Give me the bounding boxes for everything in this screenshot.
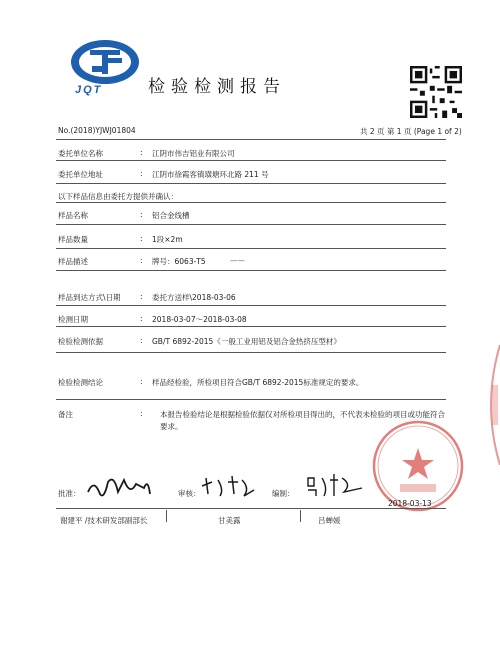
colon: : [140, 234, 143, 243]
header-divider [56, 139, 446, 140]
compiler-name: 吕蝉媛 [318, 516, 341, 525]
approver-label: 批准： [58, 489, 81, 498]
compiler-label: 编制： [272, 489, 295, 498]
document-number: No.(2018)YJWJ01804 [58, 126, 136, 135]
sample-quantity-value: 1段×2m [152, 235, 183, 244]
client-address-value: 江阴市徐霞客镇璜塘环北路 211 号 [152, 170, 269, 179]
colon: : [140, 377, 143, 386]
sample-name-value: 铝合金线槽 [152, 211, 190, 220]
sample-description-label: 样品描述 [58, 257, 88, 266]
client-address-label: 委托单位地址 [58, 170, 103, 179]
remarks-label: 备注 [58, 410, 73, 419]
row-divider [56, 224, 446, 225]
signature-divider [56, 508, 446, 509]
arrival-label: 样品到达方式\日期 [58, 293, 121, 302]
colon: : [140, 409, 143, 418]
client-name-value: 江阴市伟吉铝业有限公司 [152, 149, 235, 158]
test-date-label: 检测日期 [58, 315, 88, 324]
row-divider [56, 160, 446, 161]
qr-code-icon [410, 66, 462, 118]
compiler-signature [304, 470, 366, 500]
colon: : [140, 314, 143, 323]
colon: : [140, 148, 143, 157]
test-basis-label: 检验检测依据 [58, 337, 103, 346]
sample-name-label: 样品名称 [58, 211, 88, 220]
sample-description-value: 牌号：6063-T5 [152, 257, 206, 266]
row-divider [56, 352, 446, 353]
report-title: 检验检测报告 [148, 77, 286, 97]
column-divider [166, 510, 167, 522]
sample-intro: 以下样品信息由委托方提供并确认： [58, 192, 178, 201]
row-divider [56, 202, 446, 203]
row-divider [56, 326, 446, 327]
client-name-label: 委托单位名称 [58, 149, 103, 158]
reviewer-signature [198, 470, 258, 500]
logo-text: JQT [75, 84, 103, 96]
row-divider [56, 399, 446, 400]
test-basis-value: GB/T 6892-2015《一般工业用铝及铝合金热挤压型材》 [152, 337, 341, 346]
colon: : [140, 169, 143, 178]
test-date-value: 2018-03-07～2018-03-08 [152, 315, 247, 324]
empty-dash: —— [230, 256, 245, 265]
row-divider [56, 270, 446, 271]
conclusion-value: 样品经检验，所检项目符合GB/T 6892-2015标准规定的要求。 [152, 378, 364, 387]
conclusion-label: 检验检测结论 [58, 378, 103, 387]
column-divider [300, 510, 301, 522]
edge-seal-stamp [482, 345, 500, 465]
colon: : [140, 256, 143, 265]
colon: : [140, 210, 143, 219]
arrival-value: 委托方送样\2018-03-06 [152, 293, 236, 302]
row-divider [56, 248, 446, 249]
reviewer-name: 甘美露 [218, 516, 241, 525]
approver-signature [84, 470, 154, 504]
reviewer-label: 审核： [178, 489, 201, 498]
approver-name: 谢建平 /技术研发部副部长 [60, 516, 148, 525]
issue-date: 2018-03-13 [388, 499, 432, 508]
colon: : [140, 292, 143, 301]
row-divider [56, 305, 446, 306]
row-divider [56, 183, 446, 184]
sample-quantity-label: 样品数量 [58, 235, 88, 244]
page-indicator: 共 2 页 第 1 页 (Page 1 of 2) [360, 127, 462, 136]
remarks-value: 本报告检验结论是根据检验依据仅对所检项目得出的，不代表未检验的项目或功能符合要求。 [160, 410, 445, 431]
colon: : [140, 336, 143, 345]
